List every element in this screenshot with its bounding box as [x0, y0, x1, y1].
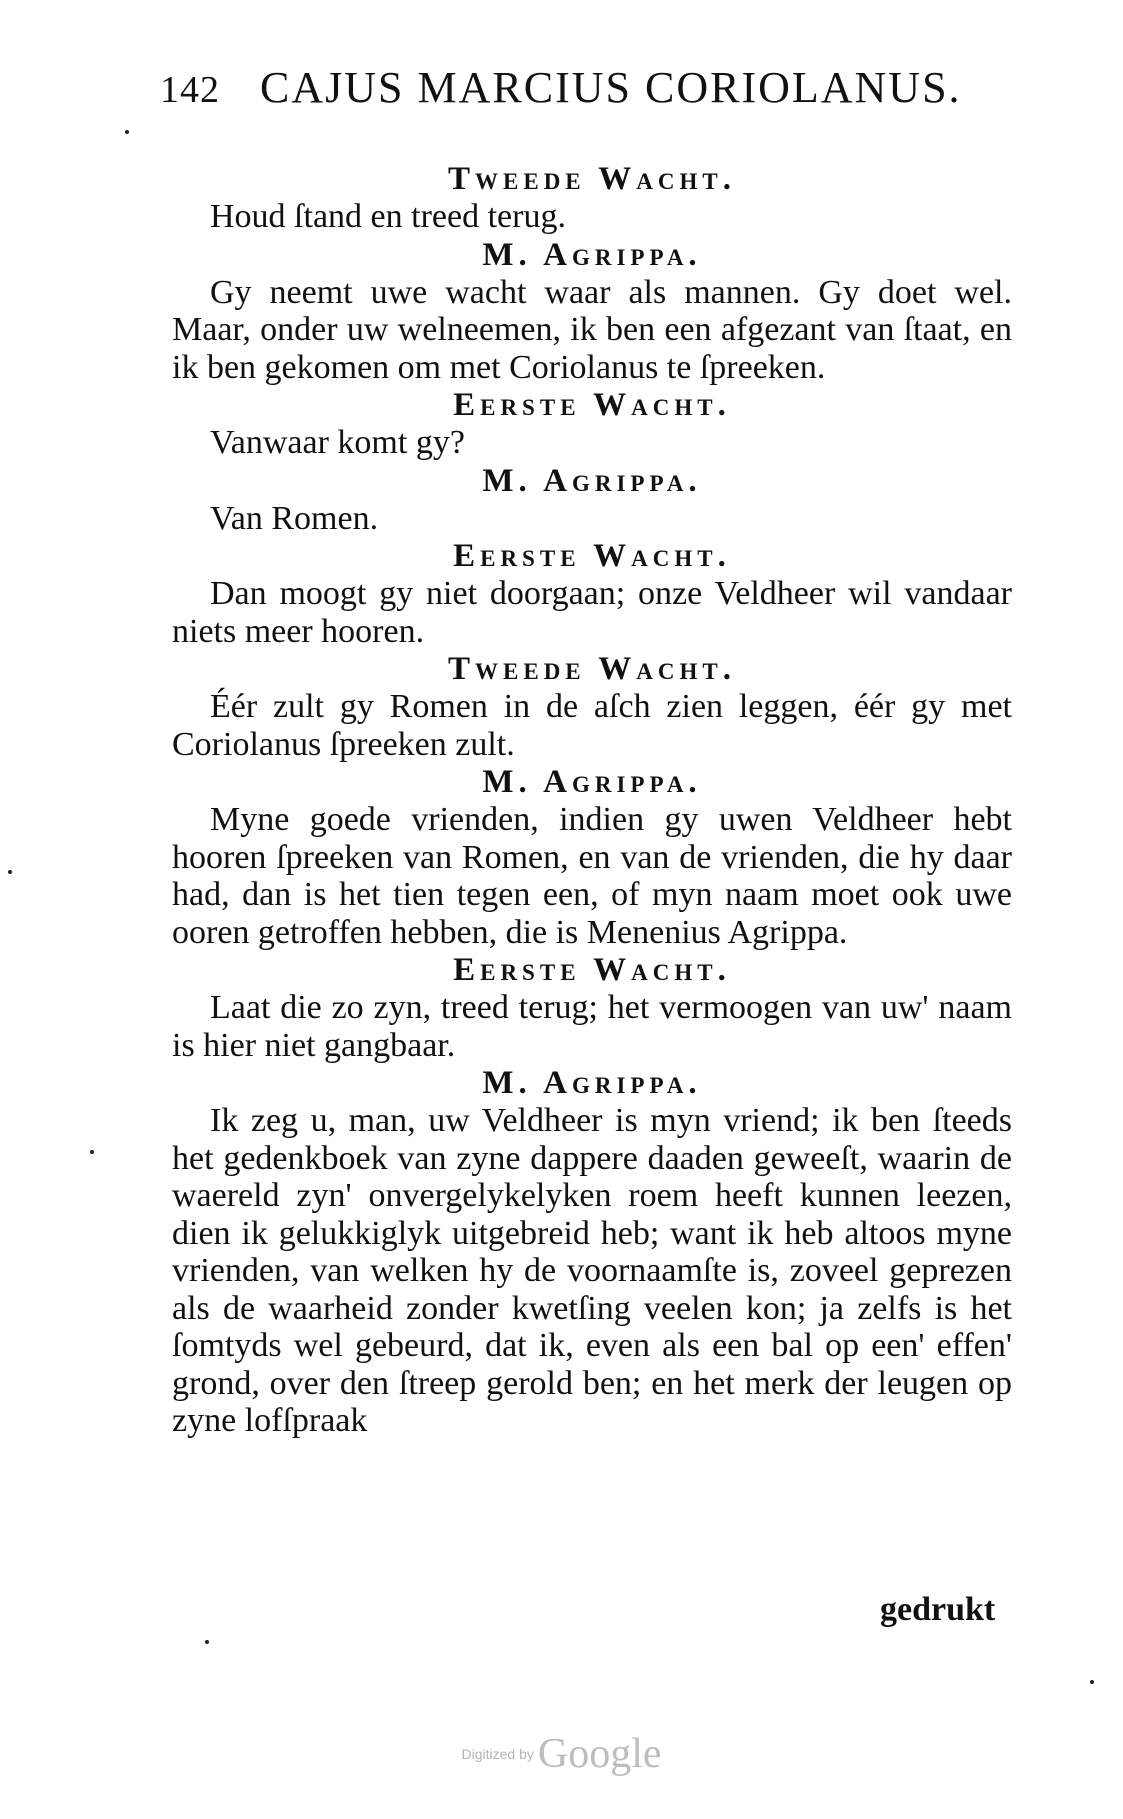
- paper-speck: [1090, 1680, 1094, 1684]
- watermark-prefix: Digitized by: [461, 1746, 534, 1762]
- speaker-heading: Tweede Wacht.: [448, 651, 736, 687]
- play-text: [172, 160, 1012, 1440]
- paper-speck: [125, 130, 129, 134]
- speaker-heading: Tweede Wacht.: [448, 161, 736, 197]
- speaker-heading: M. Agrippa.: [482, 236, 702, 273]
- paper-speck: [8, 870, 12, 874]
- speaker-heading: Eerste Wacht.: [453, 538, 731, 574]
- paper-speck: [205, 1640, 209, 1644]
- speech: Van Romen.: [210, 499, 379, 537]
- speech: Gy neemt uwe wacht waar als mannen. Gy doet wel. Maar, onder uw welneemen, ik ben een afgezant van ſtaat, en ik ben gekomen om met Coriolanus te ſpreeken.: [172, 273, 1012, 386]
- speaker-heading: M. Agrippa.: [482, 764, 702, 800]
- speech: Laat die zo zyn, treed terug; het vermoogen van uw' naam is hier niet gangbaar.: [172, 989, 1012, 1064]
- google-logo: Google: [537, 1731, 662, 1777]
- catchword: gedrukt: [880, 1591, 996, 1628]
- speech: Vanwaar komt gy?: [210, 424, 465, 461]
- speech: Houd ſtand en treed terug.: [210, 198, 566, 235]
- paper-speck: [90, 1150, 94, 1154]
- speaker-heading: M. Agrippa.: [482, 462, 702, 499]
- page-number: 142: [160, 69, 220, 111]
- speech: Ik zeg u, man, uw Veldheer is myn vriend; ik ben ſteeds het gedenkboek van zyne dappere daaden geweeſt, waarin de waereld zyn' onvergelykelyken roem heeft kunnen leezen, dien ik gelukkiglyk uitgebreid heb; want ik heb altoos myne vrienden, van welken hy de voornaamſte is, zoveel geprezen als de waarheid zonder kwetſing veelen kon; ja zelfs is het ſomtyds wel gebeurd, dat ik, even als een bal op een' effen' grond, over den ſtreep gerold ben; en het merk der leugen op zyne lofſpraak: [172, 1102, 1012, 1439]
- speaker-heading: M. Agrippa.: [482, 1065, 702, 1101]
- running-header: [160, 62, 960, 116]
- speaker-heading: Eerste Wacht.: [453, 387, 731, 423]
- speech: Éér zult gy Romen in de aſch zien leggen, éér gy met Coriolanus ſpreeken zult.: [172, 688, 1012, 763]
- digitized-watermark: [0, 1730, 1123, 1778]
- speaker-heading: Eerste Wacht.: [453, 952, 731, 988]
- running-title: CAJUS MARCIUS CORIOLANUS.: [260, 63, 962, 112]
- speech: Myne goede vrienden, indien gy uwen Veldheer hebt hooren ſpreeken van Romen, en van de vrienden, die hy daar had, dan is het tien tegen een, of myn naam moet ook uwe ooren getroffen hebben, die is Menenius Agrippa.: [172, 801, 1012, 951]
- speech: Dan moogt gy niet doorgaan; onze Veldheer wil vandaar niets meer hooren.: [172, 575, 1012, 650]
